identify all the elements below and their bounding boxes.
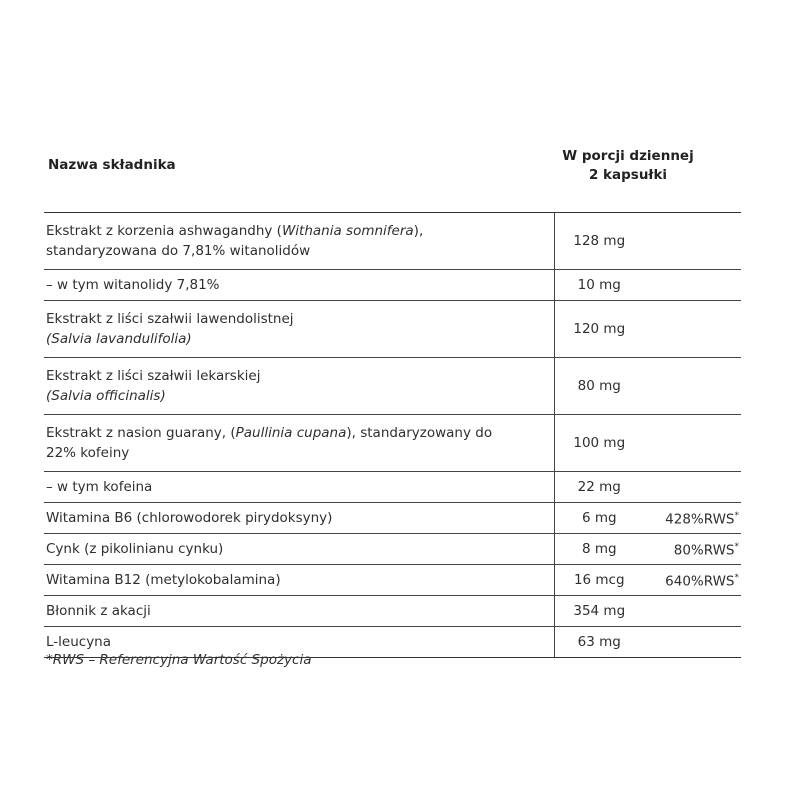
ingredient-amount: 80 mg (554, 358, 654, 415)
ingredient-rws (654, 301, 741, 358)
rws-footnote-marker: * (734, 511, 739, 522)
table-row (44, 213, 741, 270)
daily-portion-header (548, 147, 708, 185)
ingredient-name: Witamina B6 (chlorowodorek pirydoksyny) (44, 503, 554, 534)
ingredient-rws (654, 472, 741, 503)
ingredient-amount: 10 mg (554, 270, 654, 301)
rws-value: 640%RWS (665, 573, 735, 590)
rws-value: 428%RWS (665, 511, 735, 528)
table-row (44, 301, 741, 358)
ingredient-amount: 16 mcg (554, 565, 654, 596)
rws-value: 80%RWS (673, 542, 735, 559)
ingredient-amount: 8 mg (554, 534, 654, 565)
rws-footnote-marker: * (734, 573, 739, 584)
ingredient-name (44, 301, 554, 358)
ingredient-name: Witamina B12 (metylokobalamina) (44, 565, 554, 596)
ingredient-name-part: Ekstrakt z nasion guarany, ( (46, 425, 236, 441)
ingredient-name-part: ), standaryzowany do (346, 425, 493, 441)
ingredient-name: – w tym kofeina (44, 472, 554, 503)
ingredient-amount: 63 mg (554, 627, 654, 658)
ingredient-amount: 120 mg (554, 301, 654, 358)
table-row (44, 270, 741, 301)
ingredient-name-line2: 22% kofeiny (46, 445, 130, 461)
ingredient-rws (654, 534, 741, 565)
ingredient-amount: 22 mg (554, 472, 654, 503)
table-row (44, 358, 741, 415)
ingredient-name-part: ), (413, 223, 424, 239)
table-row (44, 565, 741, 596)
rws-footnote: *RWS – Referencyjna Wartość Spożycia (46, 652, 312, 668)
ingredient-name-part: Ekstrakt z korzenia ashwagandhy ( (46, 223, 282, 239)
rws-footnote-marker: * (734, 542, 739, 553)
table-row (44, 596, 741, 627)
ingredient-rws (654, 213, 741, 270)
ingredient-name: L-leucyna (44, 627, 554, 658)
ingredient-rws (654, 358, 741, 415)
ingredient-rws (654, 270, 741, 301)
ingredient-amount: 354 mg (554, 596, 654, 627)
ingredient-latin-name: (Salvia lavandulifolia) (46, 331, 192, 347)
ingredient-name (44, 213, 554, 270)
daily-portion-header-line1: W porcji dziennej (562, 148, 694, 164)
ingredient-name: – w tym witanolidy 7,81% (44, 270, 554, 301)
ingredient-latin-name: Withania somnifera (281, 223, 414, 239)
ingredient-rws (654, 503, 741, 534)
ingredient-name: Cynk (z pikolinianu cynku) (44, 534, 554, 565)
ingredient-name-header: Nazwa składnika (48, 157, 176, 173)
ingredient-latin-name: (Salvia officinalis) (46, 388, 166, 404)
ingredient-name-line2: standaryzowana do 7,81% witanolidów (46, 243, 311, 259)
daily-portion-header-line2: 2 kapsułki (588, 167, 668, 183)
ingredient-name-line1: Ekstrakt z liści szałwii lawendolistnej (46, 311, 294, 327)
ingredient-rws (654, 627, 741, 658)
table-row (44, 534, 741, 565)
ingredient-rws (654, 565, 741, 596)
ingredient-name-line1: Ekstrakt z liści szałwii lekarskiej (46, 368, 261, 384)
ingredients-table (44, 212, 741, 658)
ingredient-name (44, 358, 554, 415)
ingredient-amount: 100 mg (554, 415, 654, 472)
table-row (44, 472, 741, 503)
ingredient-name (44, 415, 554, 472)
ingredient-latin-name: Paullinia cupana (235, 425, 347, 441)
table-row (44, 503, 741, 534)
ingredient-amount: 128 mg (573, 233, 626, 249)
table-row (44, 415, 741, 472)
ingredient-name: Błonnik z akacji (44, 596, 554, 627)
ingredient-rws (654, 596, 741, 627)
ingredient-amount: 6 mg (554, 503, 654, 534)
ingredient-rws (654, 415, 741, 472)
